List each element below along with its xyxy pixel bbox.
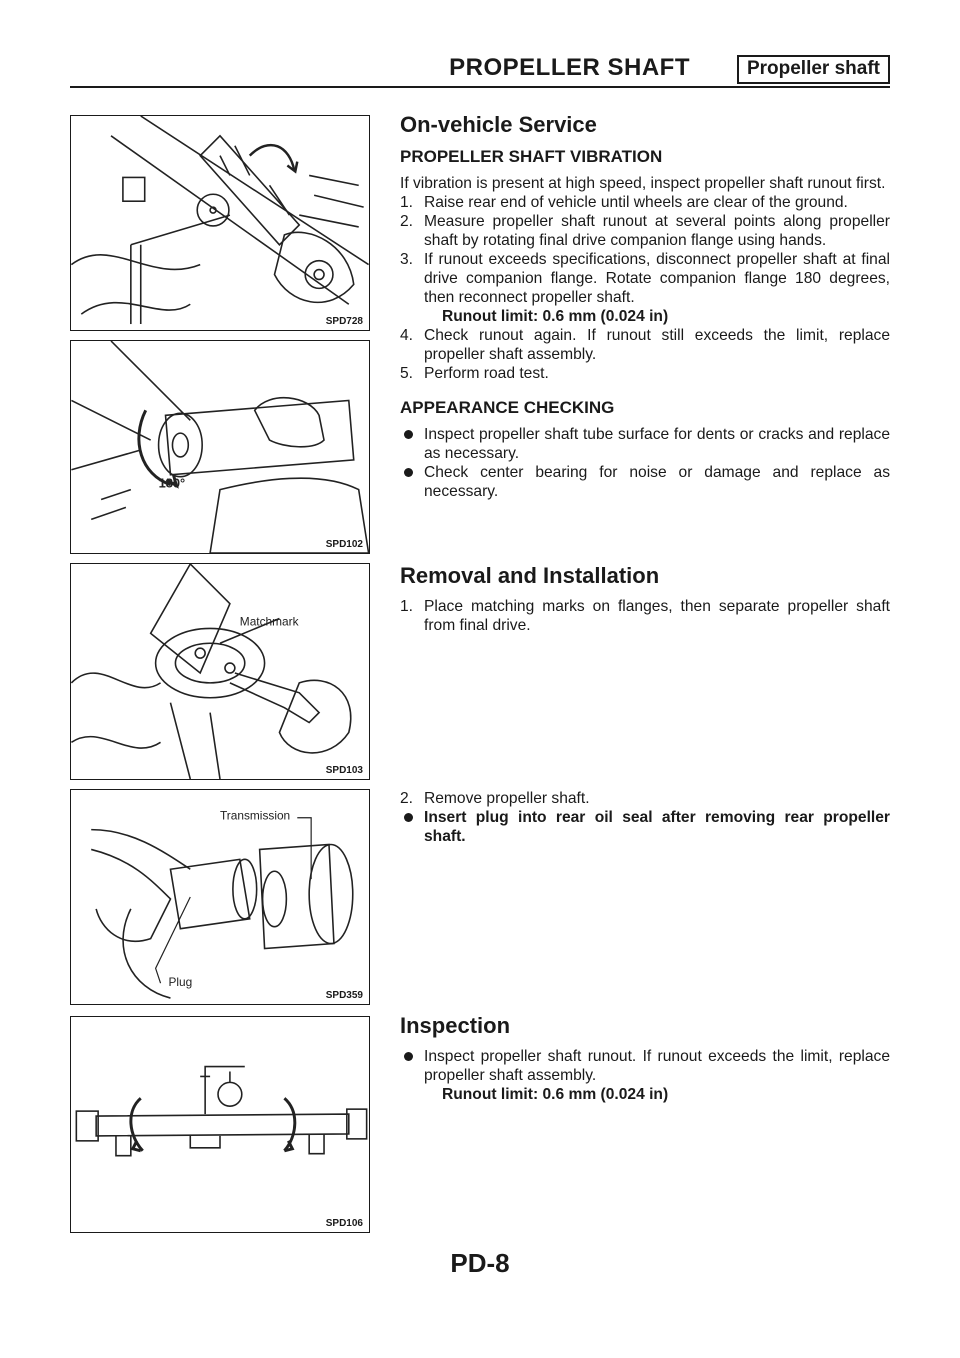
bullet-text: Inspect propeller shaft tube surface for dents or cracks and replace as necessary. xyxy=(424,426,890,462)
list-item xyxy=(400,326,890,364)
header-title: PROPELLER SHAFT xyxy=(449,54,690,81)
header-rule xyxy=(70,86,890,88)
runout-spec: Runout limit: 0.6 mm (0.024 in) xyxy=(442,308,669,325)
step-number: 5. xyxy=(400,365,414,382)
list-item xyxy=(400,808,890,846)
section-removal-continued xyxy=(400,789,890,846)
figure-label: SPD102 xyxy=(325,539,363,550)
step-text: Raise rear end of vehicle until wheels are clear of the ground. xyxy=(424,194,848,211)
figure-label: SPD728 xyxy=(325,316,363,327)
list-item xyxy=(400,425,890,463)
subsection-title: PROPELLER SHAFT VIBRATION xyxy=(400,147,663,166)
step-text: Perform road test. xyxy=(424,365,549,382)
list-item xyxy=(400,463,890,501)
step-number: 1. xyxy=(400,194,414,211)
matchmark-illustration xyxy=(71,564,369,779)
figure-spd103 xyxy=(70,563,370,780)
section-inspection xyxy=(400,1013,890,1104)
section-removal-installation xyxy=(400,563,890,635)
section-title: Inspection xyxy=(400,1013,511,1038)
bullet-icon xyxy=(404,468,413,477)
list-item xyxy=(400,1047,890,1085)
step-text: Measure propeller shaft runout at several points along propeller shaft by rotating final drive companion flange using hands. xyxy=(424,213,890,249)
figure-spd102 xyxy=(70,340,370,554)
transmission-label: Transmission xyxy=(220,808,291,823)
rotation-angle-label: 180° xyxy=(158,475,186,491)
matchmark-label: Matchmark xyxy=(239,614,299,629)
list-item xyxy=(400,364,890,383)
section-title: On-vehicle Service xyxy=(400,112,597,137)
step-number: 3. xyxy=(400,251,414,268)
header-section-tag: Propeller shaft xyxy=(737,55,890,84)
bullet-icon xyxy=(404,430,413,439)
step-number: 2. xyxy=(400,213,414,230)
step-number: 4. xyxy=(400,327,414,344)
list-item xyxy=(400,250,890,307)
section-on-vehicle-service xyxy=(400,112,890,501)
subsection-title: APPEARANCE CHECKING xyxy=(400,398,615,417)
step-number: 1. xyxy=(400,598,414,615)
step-text: Remove propeller shaft. xyxy=(424,790,590,807)
page-header xyxy=(70,44,890,90)
step-number: 2. xyxy=(400,790,414,807)
list-item xyxy=(400,597,890,635)
dial-gauge-illustration xyxy=(71,116,369,330)
list-item xyxy=(400,193,890,212)
bullet-text: Inspect propeller shaft runout. If runout exceeds the limit, replace propeller shaft assembly. xyxy=(424,1048,890,1084)
figure-spd106 xyxy=(70,1016,370,1233)
bullet-text: Check center bearing for noise or damage and replace as necessary. xyxy=(424,464,890,500)
figure-spd728 xyxy=(70,115,370,331)
step-text: Check runout again. If runout still exceeds the limit, replace propeller shaft assembly. xyxy=(424,327,890,363)
list-item xyxy=(400,789,890,808)
figure-label: SPD359 xyxy=(325,990,363,1001)
bullet-text: Insert plug into rear oil seal after removing rear propeller shaft. xyxy=(424,809,890,845)
list-item xyxy=(400,212,890,250)
step-text: If runout exceeds specifications, disconnect propeller shaft at final drive companion flange. Rotate companion flange 180 degrees, then reconnect propeller shaft. xyxy=(424,251,890,306)
step-text: Place matching marks on flanges, then separate propeller shaft from final drive. xyxy=(424,598,890,634)
bullet-icon xyxy=(404,813,413,822)
figure-label: SPD103 xyxy=(325,765,363,776)
figure-spd359 xyxy=(70,789,370,1005)
section-title: Removal and Installation xyxy=(400,563,660,588)
runout-spec: Runout limit: 0.6 mm (0.024 in) xyxy=(442,1086,669,1103)
bench-runout-illustration xyxy=(71,1017,369,1232)
figure-label: SPD106 xyxy=(325,1218,363,1229)
plug-insertion-illustration xyxy=(71,790,369,1004)
bullet-icon xyxy=(404,1052,413,1061)
page-number: PD-8 xyxy=(450,1248,510,1278)
shaft-rotation-illustration xyxy=(71,341,369,553)
intro-paragraph: If vibration is present at high speed, inspect propeller shaft runout first. xyxy=(400,175,886,192)
plug-label: Plug xyxy=(168,975,193,990)
